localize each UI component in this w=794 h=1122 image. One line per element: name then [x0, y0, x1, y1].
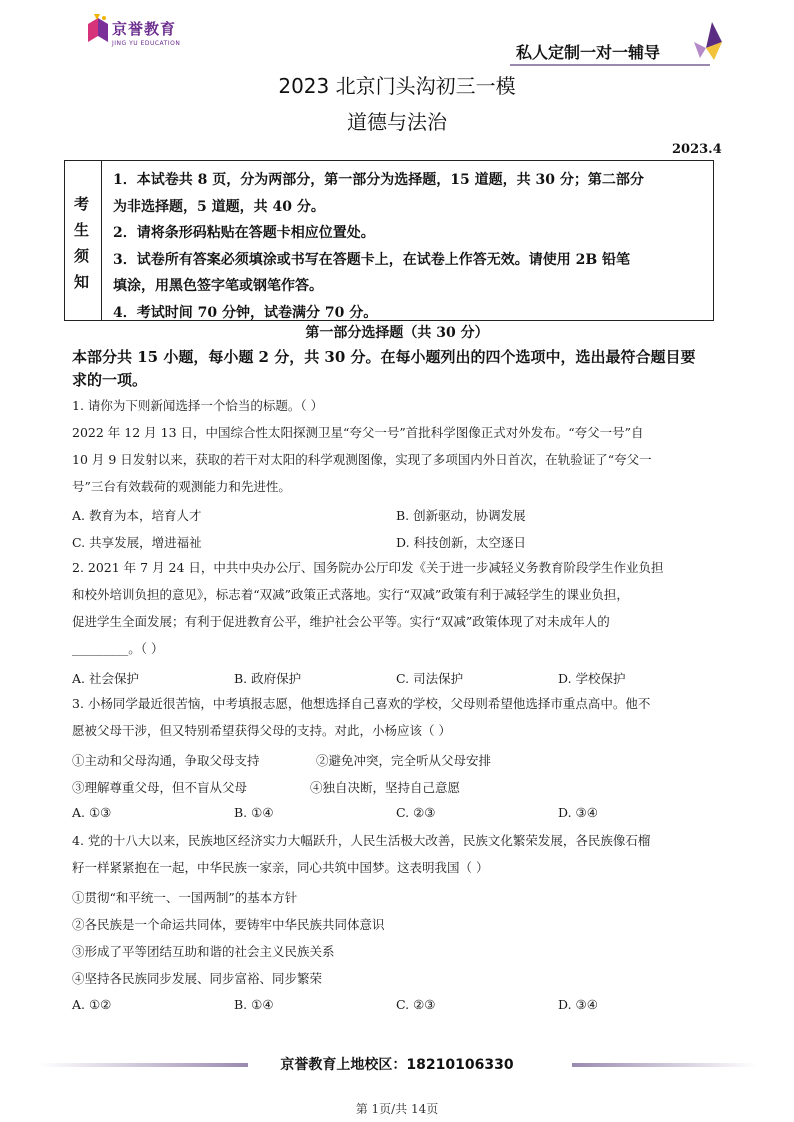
option-b: B. ①④ — [234, 997, 274, 1012]
notice-content — [113, 167, 709, 326]
option-d: D. ③④ — [558, 805, 598, 820]
question-3 — [72, 690, 732, 744]
footer-contact: 京誉教育上地校区：18210106330 — [280, 1057, 514, 1073]
logo-mark-icon — [86, 14, 110, 50]
notice-label-char: 须 — [74, 247, 90, 265]
option-d: D. 学校保护 — [558, 671, 626, 686]
slogan: 私人定制一对一辅导 — [516, 43, 661, 62]
choice-3: ③形成了平等团结互助和谐的社会主义民族关系 — [72, 944, 335, 959]
notice-label-char: 知 — [74, 273, 90, 291]
question-line: 3. 小杨同学最近很苦恼，中考填报志愿，他想选择自己喜欢的学校，父母则希望他选择市重点高中。他不 — [72, 696, 651, 711]
brand-logo — [86, 14, 196, 54]
question-1 — [72, 392, 732, 500]
choice-1: ①贯彻“和平统一、一国两制”的基本方针 — [72, 890, 298, 905]
option-a: A. 教育为本，培育人才 — [72, 508, 202, 523]
question-line: 10 月 9 日发射以来，获取的若干对太阳的科学观测图像，实现了多项国内外日首次，在轨验证了“夸父一 — [72, 452, 652, 467]
option-b: B. 创新驱动，协调发展 — [396, 508, 526, 523]
question-line: 促进学生全面发展；有利于促进教育公平，维护社会公平等。实行“双减”政策体现了对未成年人的 — [72, 614, 610, 629]
question-line: 和校外培训负担的意见》，标志着“双减”政策正式落地。实行“双减”政策有利于减轻学生的课业负担， — [72, 587, 629, 602]
header-divider — [510, 64, 710, 66]
choice-2: ②各民族是一个命运共同体，要铸牢中华民族共同体意识 — [72, 917, 385, 932]
logo-subtext: JING YU EDUCATION — [112, 40, 181, 47]
option-c: C. ②③ — [396, 997, 436, 1012]
corner-decoration-icon — [692, 22, 726, 60]
page-title: 2023 北京门头沟初三一模 — [278, 74, 516, 98]
question-line: 2. 2021 年 7 月 24 日，中共中央办公厅、国务院办公厅印发《关于进一步减轻义务教育阶段学生作业负担 — [72, 560, 664, 575]
option-c: C. 共享发展，增进福祉 — [72, 535, 202, 550]
section-title: 第一部分选择题（共 30 分） — [305, 325, 489, 341]
question-line: 愿被父母干涉，但又特别希望获得父母的支持。对此，小杨应该（ ） — [72, 723, 451, 738]
notice-label-char: 考 — [74, 195, 90, 213]
option-a: A. 社会保护 — [72, 671, 139, 686]
question-line: 2022 年 12 月 13 日，中国综合性太阳探测卫星“夸父一号”首批科学图像正式对外发布。“夸父一号”自 — [72, 425, 644, 440]
question-line: _________。（ ） — [72, 641, 164, 656]
notice-line: 4．考试时间 70 分钟，试卷满分 70 分。 — [113, 304, 378, 321]
question-line: 籽一样紧紧抱在一起，中华民族一家亲，同心共筑中国梦。这表明我国（ ） — [72, 860, 489, 875]
question-2 — [72, 554, 732, 662]
intro-line: 本部分共 15 小题，每小题 2 分，共 30 分。在每小题列出的四个选项中，选出最符合题目要 — [72, 348, 696, 366]
option-a: A. ①③ — [72, 805, 112, 820]
subject-title: 道德与法治 — [347, 110, 447, 134]
option-c: C. ②③ — [396, 805, 436, 820]
question-4 — [72, 827, 732, 881]
exam-notice-box — [64, 160, 714, 321]
notice-line: 填涂，用黑色签字笔或钢笔作答。 — [113, 278, 323, 294]
choice-4: ④独自决断，坚持自己意愿 — [310, 780, 461, 795]
question-line: 号”三台有效载荷的观测能力和先进性。 — [72, 479, 291, 494]
question-line: 1. 请你为下则新闻选择一个恰当的标题。（ ） — [72, 398, 324, 413]
choice-1: ①主动和父母沟通，争取父母支持 — [72, 753, 260, 768]
notice-line: 为非选择题，5 道题，共 40 分。 — [113, 198, 325, 215]
section-intro — [72, 346, 726, 392]
notice-label — [65, 161, 102, 320]
notice-label-char: 生 — [74, 221, 90, 239]
option-a: A. ①② — [72, 997, 112, 1012]
option-b: B. ①④ — [234, 805, 274, 820]
logo-text: 京誉教育 — [112, 20, 177, 38]
notice-line: 1．本试卷共 8 页，分为两部分，第一部分为选择题，15 道题，共 30 分；第二部分 — [113, 172, 644, 188]
notice-line: 2．请将条形码粘贴在答题卡相应位置处。 — [113, 225, 375, 241]
question-line: 4. 党的十八大以来，民族地区经济实力大幅跃升，人民生活极大改善，民族文化繁荣发展，各民族像石榴 — [72, 833, 651, 848]
page-number: 第 1页/共 14页 — [355, 1102, 439, 1116]
choice-2: ②避免冲突，完全听从父母安排 — [316, 753, 492, 768]
option-c: C. 司法保护 — [396, 671, 464, 686]
exam-date: 2023.4 — [672, 142, 722, 157]
intro-line: 求的一项。 — [72, 371, 148, 389]
notice-line: 3．试卷所有答案必须填涂或书写在答题卡上，在试卷上作答无效。请使用 2B 铅笔 — [113, 251, 631, 268]
option-b: B. 政府保护 — [234, 671, 302, 686]
option-d: D. ③④ — [558, 997, 598, 1012]
option-d: D. 科技创新，太空逐日 — [396, 535, 527, 550]
choice-4: ④坚持各民族同步发展、同步富裕、同步繁荣 — [72, 971, 323, 986]
choice-3: ③理解尊重父母，但不盲从父母 — [72, 780, 248, 795]
